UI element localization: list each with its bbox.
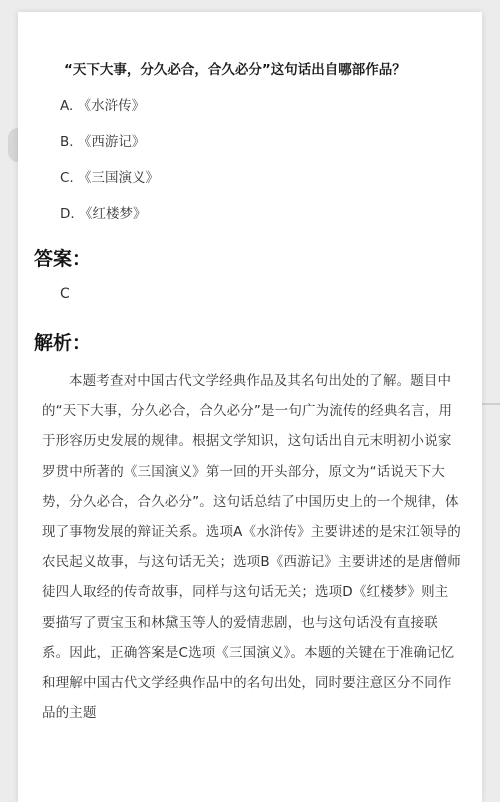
answer-value: C [60,286,70,302]
analysis-heading: 解析： [34,332,92,354]
question-text: “天下大事，分久必合，合久必分”这句话出自哪部作品？ [64,62,406,78]
option-b: B. 《西游记》 [60,134,146,150]
option-d: D. 《红楼梦》 [60,206,147,222]
page-edge-right [480,403,500,405]
answer-heading: 答案： [34,248,92,270]
analysis-paragraph: 本题考查对中国古代文学经典作品及其名句出处的了解。题目中的“天下大事，分久必合，合久必分”是一句广为流传的经典名言，用于形容历史发展的规律。根据文学知识，这句话出自元末明初小说家罗贯中所著的《三国演义》第一回的开头部分，原文为“话说天下大势，分久必合，合久必分”。这句话总结了中国历史上的一个规律，体现了事物发展的辩证关系。选项A《水浒传》主要讲述的是宋江领导的农民起义故事，与这句话无关；选项B《西游记》主要讲述的是唐僧师徒四人取经的传奇故事，同样与这句话无关；选项D《红楼梦》则主要描写了贾宝玉和林黛玉等人的爱情悲剧，也与这句话没有直接联系。因此，正确答案是C选项《三国演义》。本题的关键在于准确记忆和理解中国古代文学经典作品中的名句出处，同时要注意区分不同作品的主题 [42,373,461,722]
option-c: C. 《三国演义》 [60,170,160,186]
document-page [18,12,482,802]
option-a: A. 《水浒传》 [60,98,146,114]
